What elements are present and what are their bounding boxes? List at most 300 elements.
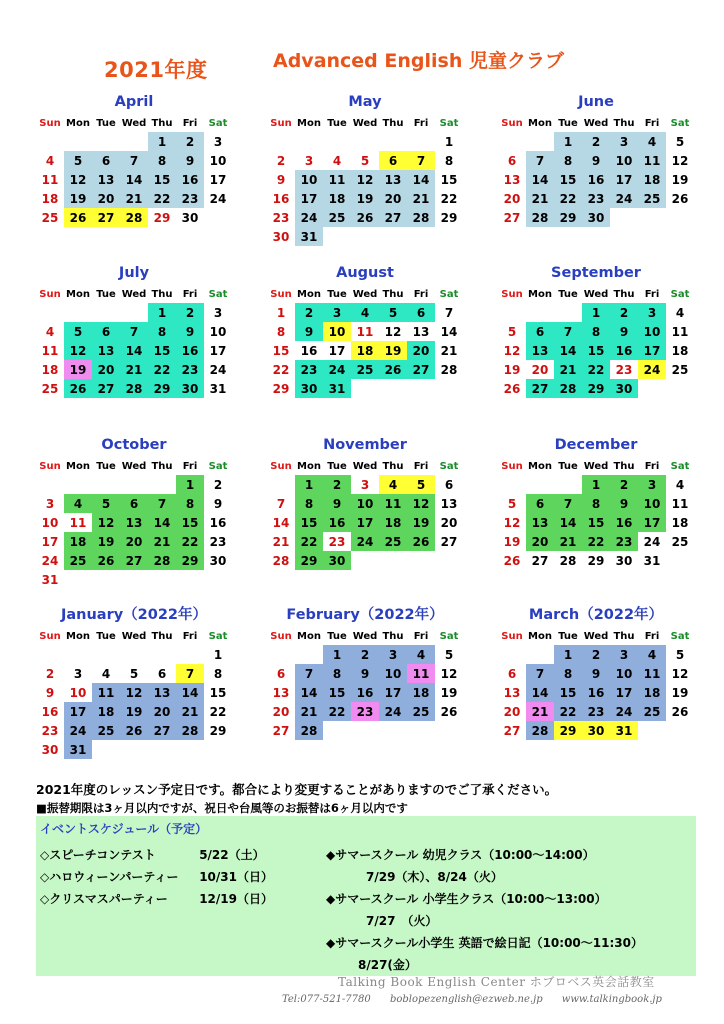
day-cell: 21 [272,534,290,549]
day-cell [148,740,176,759]
day-cell: 5 [507,496,517,511]
day-cell [267,645,295,664]
day-cell [64,132,92,151]
day-cell: 2 [295,303,323,322]
day-cell: 19 [440,685,458,700]
day-cell: 10 [41,515,59,530]
month-table [498,115,694,227]
day-cell: 13 [379,170,407,189]
month-calendar [498,92,694,227]
day-cell [204,208,232,227]
day-cell: 10 [69,685,87,700]
day-cell: 18 [379,513,407,532]
day-cell: 30 [582,721,610,740]
day-cell: 5 [360,153,370,168]
day-cell [176,570,204,589]
day-cell: 9 [351,664,379,683]
day-cell: 1 [148,132,176,151]
day-cell: 21 [148,532,176,551]
day-cell: 30 [582,208,610,227]
day-cell: 2 [610,475,638,494]
week-row [36,475,232,494]
week-row [36,322,232,341]
week-row [498,360,694,379]
day-cell: 5 [407,475,435,494]
weekday-label: Wed [583,118,609,129]
weekday-header-row [498,628,694,645]
day-cell [351,551,379,570]
day-cell: 15 [272,343,290,358]
day-cell: 17 [610,683,638,702]
day-cell [666,379,694,398]
weekday-label: Thu [613,631,635,642]
day-cell: 8 [554,151,582,170]
day-cell [638,379,666,398]
week-row [36,360,232,379]
day-cell: 22 [582,360,610,379]
day-cell [610,208,638,227]
week-row [498,532,694,551]
weekday-label: Wed [121,118,147,129]
day-cell: 15 [295,513,323,532]
week-row [267,360,463,379]
day-cell: 14 [526,170,554,189]
day-cell: 1 [582,475,610,494]
weekday-label: Sat [439,289,459,300]
weekday-header-row [267,628,463,645]
week-row [36,170,232,189]
weekday-label: Sat [208,461,228,472]
day-cell: 16 [582,170,610,189]
day-cell: 24 [379,702,407,721]
week-row [498,322,694,341]
day-cell: 2 [176,132,204,151]
day-cell: 13 [503,685,521,700]
day-cell: 18 [638,170,666,189]
day-cell: 16 [209,515,227,530]
day-cell: 31 [323,379,351,398]
day-cell [379,132,407,151]
month-name: December [554,437,638,453]
day-cell: 20 [379,189,407,208]
day-cell [92,132,120,151]
day-cell: 12 [64,341,92,360]
month-table [36,286,232,398]
event-schedule-title: イベントスケジュール（予定） [40,822,208,836]
weekday-label: Sat [208,118,228,129]
day-cell: 26 [440,704,458,719]
day-cell: 7 [407,151,435,170]
week-row [498,208,694,227]
day-cell: 29 [582,379,610,398]
day-cell [379,379,407,398]
day-cell: 1 [554,645,582,664]
weekday-label: Fri [413,631,429,642]
month-calendar [498,263,694,398]
day-cell: 22 [148,189,176,208]
day-cell: 20 [148,702,176,721]
day-cell: 27 [531,553,549,568]
day-cell: 27 [407,360,435,379]
day-cell [379,721,407,740]
day-cell [148,645,176,664]
day-cell [379,227,407,246]
day-cell: 6 [157,666,167,681]
day-cell: 11 [92,683,120,702]
day-cell: 14 [176,683,204,702]
day-cell: 31 [64,740,92,759]
week-row [498,494,694,513]
weekday-header-row [36,458,232,475]
day-cell: 29 [148,379,176,398]
day-cell: 20 [526,532,554,551]
day-cell: 18 [41,362,59,377]
week-row [267,341,463,360]
day-cell: 21 [295,702,323,721]
weekday-label: Thu [382,461,404,472]
day-cell: 3 [213,134,223,149]
month-table [36,458,232,589]
week-row [36,341,232,360]
day-cell: 10 [610,151,638,170]
weekday-label: Sat [670,118,690,129]
day-cell [351,379,379,398]
weekday-label: Sun [270,289,292,300]
week-row [498,303,694,322]
day-cell: 18 [351,341,379,360]
week-row [498,151,694,170]
day-cell: 26 [407,532,435,551]
day-cell: 13 [526,341,554,360]
day-cell: 22 [148,360,176,379]
day-cell: 15 [148,170,176,189]
day-cell: 22 [295,532,323,551]
makeup-note: ■振替期限は3ヶ月以内ですが、祝日や台風等のお振替は6ヶ月以内です [36,801,408,815]
day-cell: 18 [41,191,59,206]
week-row [498,513,694,532]
month-calendar [267,435,463,570]
day-cell: 16 [351,683,379,702]
day-cell: 27 [503,723,521,738]
day-cell: 27 [120,551,148,570]
week-row [36,513,232,532]
weekday-label: Wed [352,461,378,472]
day-cell: 28 [272,553,290,568]
day-cell: 15 [176,513,204,532]
day-cell: 6 [407,303,435,322]
day-cell: 22 [323,702,351,721]
day-cell [323,721,351,740]
week-row [267,303,463,322]
day-cell: 18 [92,702,120,721]
weekday-label: Wed [121,289,147,300]
day-cell: 17 [295,189,323,208]
day-cell: 13 [412,324,430,339]
weekday-label: Thu [613,118,635,129]
weekday-label: Thu [613,289,635,300]
day-cell: 4 [45,153,55,168]
day-cell: 3 [360,477,370,492]
day-cell: 8 [582,494,610,513]
week-row [267,494,463,513]
day-cell: 9 [45,685,55,700]
day-cell: 11 [69,515,87,530]
week-row [267,702,463,721]
day-cell: 5 [675,134,685,149]
day-cell: 6 [526,494,554,513]
day-cell: 21 [554,532,582,551]
day-cell [204,740,232,759]
weekday-label: Mon [66,631,90,642]
month-name: June [578,94,614,110]
day-cell: 14 [120,341,148,360]
day-cell: 23 [582,702,610,721]
day-cell: 27 [503,210,521,225]
day-cell: 21 [176,702,204,721]
day-cell: 24 [638,360,666,379]
day-cell: 30 [272,229,290,244]
weekday-label: Thu [382,631,404,642]
week-row [267,664,463,683]
day-cell: 16 [176,170,204,189]
day-cell [92,303,120,322]
day-cell: 28 [295,721,323,740]
month-calendar [267,263,463,398]
day-cell: 30 [295,379,323,398]
day-cell: 24 [323,360,351,379]
day-cell: 2 [276,153,286,168]
weekday-label: Mon [297,461,321,472]
summer-school-item: ◆サマースクール 幼児クラス（10:00〜14:00） [326,848,595,862]
weekday-label: Fri [182,631,198,642]
day-cell: 27 [148,721,176,740]
summer-school-date: 7/27 （火） [366,914,438,928]
weekday-label: Sun [270,118,292,129]
day-cell: 3 [379,645,407,664]
day-cell: 10 [638,494,666,513]
day-cell [638,208,666,227]
month-name: March（2022年） [528,607,664,623]
day-cell: 17 [64,702,92,721]
day-cell: 8 [444,153,454,168]
day-cell: 6 [120,494,148,513]
day-cell: 2 [610,303,638,322]
day-cell: 12 [120,683,148,702]
month-calendar [36,263,232,398]
weekday-header-row [267,286,463,303]
week-row [36,740,232,759]
day-cell: 21 [526,702,554,721]
weekday-label: Mon [66,289,90,300]
day-cell: 29 [209,723,227,738]
day-cell: 25 [638,702,666,721]
week-row [267,322,463,341]
day-cell: 26 [503,381,521,396]
event-item [40,844,273,866]
weekday-header-row [498,286,694,303]
day-cell: 8 [213,666,223,681]
week-row [267,683,463,702]
week-row [267,132,463,151]
weekday-label: Tue [558,118,578,129]
day-cell: 28 [526,721,554,740]
day-cell: 21 [554,360,582,379]
day-cell: 1 [148,303,176,322]
day-cell: 16 [272,191,290,206]
week-row [36,702,232,721]
day-cell: 10 [638,322,666,341]
day-cell: 30 [41,742,59,757]
week-row [36,303,232,322]
footer-school-name: Talking Book English Center ホブロベス英会話教室 [338,975,655,989]
day-cell: 4 [45,324,55,339]
day-cell: 18 [64,532,92,551]
event-date: 5/22（土） [199,848,265,862]
month-name: September [551,265,641,281]
day-cell: 5 [444,647,454,662]
day-cell: 26 [351,208,379,227]
day-cell [554,303,582,322]
weekday-label: Sun [270,631,292,642]
week-row [498,379,694,398]
weekday-label: Tue [558,461,578,472]
day-cell: 23 [615,362,633,377]
weekday-label: Thu [382,118,404,129]
day-cell: 2 [323,475,351,494]
day-cell: 7 [176,664,204,683]
weekday-label: Thu [151,631,173,642]
day-cell: 3 [638,475,666,494]
day-cell [379,551,407,570]
day-cell: 8 [554,664,582,683]
week-row [267,227,463,246]
day-cell: 11 [356,324,374,339]
day-cell: 25 [638,189,666,208]
month-table [267,628,463,740]
day-cell: 1 [582,303,610,322]
day-cell [526,132,554,151]
day-cell [435,379,463,398]
day-cell: 24 [41,553,59,568]
day-cell: 16 [610,513,638,532]
summer-school-item: ◆サマースクール小学生 英語で絵日記（10:00〜11:30） [326,936,643,950]
day-cell [176,740,204,759]
month-calendar [36,605,232,759]
week-row [498,721,694,740]
day-cell: 15 [440,172,458,187]
event-item [40,866,273,888]
weekday-label: Sun [501,118,523,129]
day-cell: 7 [148,494,176,513]
day-cell: 17 [41,534,59,549]
month-name: January（2022年） [60,607,208,623]
day-cell: 5 [64,151,92,170]
month-calendar [498,605,694,740]
day-cell [351,227,379,246]
day-cell: 29 [554,208,582,227]
day-cell: 9 [176,322,204,341]
day-cell: 9 [582,151,610,170]
day-cell: 29 [153,210,171,225]
day-cell: 7 [120,151,148,170]
day-cell: 18 [407,683,435,702]
day-cell: 26 [64,379,92,398]
day-cell: 16 [582,683,610,702]
day-cell: 24 [351,532,379,551]
day-cell [666,721,694,740]
weekday-label: Mon [66,461,90,472]
day-cell: 10 [379,664,407,683]
day-cell: 11 [671,324,689,339]
day-cell: 27 [526,379,554,398]
day-cell: 19 [64,360,92,379]
weekday-header-row [36,628,232,645]
weekday-header-row [498,458,694,475]
day-cell: 8 [176,494,204,513]
day-cell: 20 [272,704,290,719]
weekday-label: Tue [558,289,578,300]
day-cell [498,132,526,151]
month-name: August [336,265,394,281]
weekday-label: Wed [121,461,147,472]
day-cell [295,132,323,151]
weekday-label: Fri [644,118,660,129]
day-cell: 4 [638,132,666,151]
weekday-label: Sun [501,461,523,472]
day-cell: 4 [638,645,666,664]
weekday-label: Tue [96,461,116,472]
day-cell: 19 [671,172,689,187]
day-cell: 25 [323,208,351,227]
day-cell: 11 [41,343,59,358]
day-cell: 13 [120,513,148,532]
month-calendar [498,435,694,570]
month-table [36,628,232,759]
day-cell: 17 [610,170,638,189]
weekday-label: Mon [66,118,90,129]
week-row [267,379,463,398]
day-cell: 4 [675,305,685,320]
day-cell: 26 [671,191,689,206]
weekday-label: Tue [96,118,116,129]
day-cell: 28 [120,379,148,398]
event-list-left [40,844,273,910]
footer-web: www.talkingbook.jp [561,994,662,1005]
day-cell: 1 [176,475,204,494]
week-row [267,208,463,227]
day-cell: 15 [582,513,610,532]
weekday-label: Thu [151,461,173,472]
day-cell: 28 [440,362,458,377]
day-cell: 23 [272,210,290,225]
day-cell [351,132,379,151]
day-cell [351,721,379,740]
weekday-label: Sun [501,631,523,642]
day-cell [267,132,295,151]
day-cell [526,303,554,322]
month-table [36,115,232,227]
day-cell: 2 [45,666,55,681]
day-cell: 2 [582,132,610,151]
weekday-label: Mon [528,118,552,129]
weekday-label: Thu [151,289,173,300]
week-row [36,570,232,589]
day-cell: 26 [120,721,148,740]
notes [36,780,696,816]
week-row [267,551,463,570]
day-cell: 14 [120,170,148,189]
day-cell [36,475,64,494]
